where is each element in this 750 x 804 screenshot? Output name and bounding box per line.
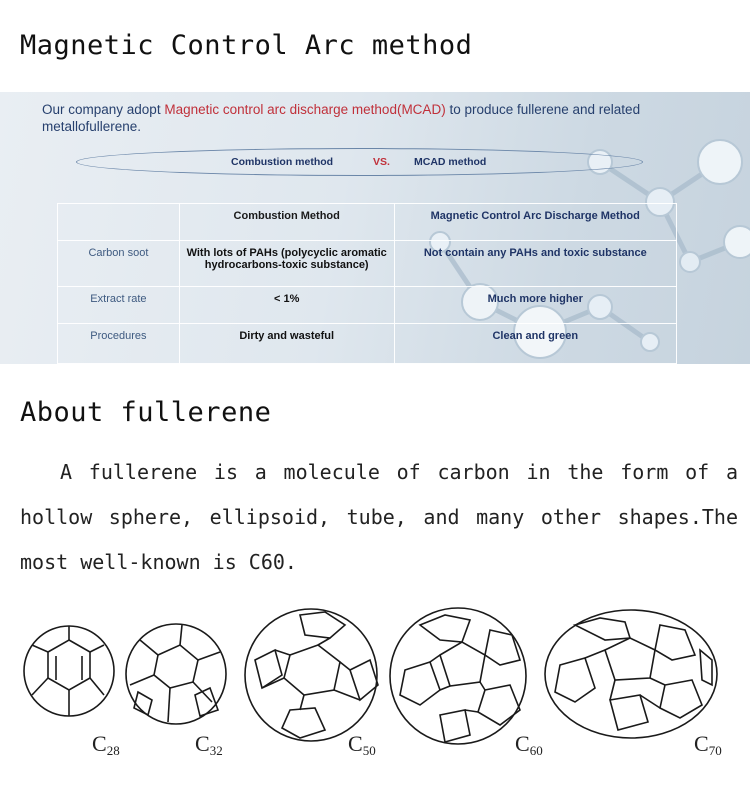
table-cell: Carbon soot — [58, 241, 180, 287]
table-cell: Extract rate — [58, 287, 180, 324]
c32-molecule-drawing — [126, 624, 226, 724]
oval-right-label: MCAD method — [414, 156, 487, 168]
oval-left-label: Combustion method — [231, 156, 334, 168]
table-row — [58, 324, 677, 364]
comparison-oval — [76, 148, 643, 176]
table-cell: With lots of PAHs (polycyclic aromatic hydrocarbons-toxic substance) — [179, 241, 394, 287]
table-cell: Not contain any PAHs and toxic substance — [394, 241, 676, 287]
c32-label: $C_{32}$ — [195, 731, 223, 758]
table-header-cell: Combustion Method — [179, 204, 394, 241]
mcad-banner — [0, 92, 750, 364]
section-title-fullerene: About fullerene — [20, 397, 272, 428]
c50-molecule-drawing — [245, 609, 378, 741]
table-cell: Much more higher — [394, 287, 676, 324]
c70-label: $C_{70}$ — [694, 731, 722, 758]
c70-molecule-drawing — [545, 610, 717, 738]
c60-molecule-drawing — [390, 608, 526, 744]
table-cell: < 1% — [179, 287, 394, 324]
table-row — [58, 287, 677, 324]
c50-label: $C_{50}$ — [348, 731, 376, 758]
table-header-row — [58, 204, 677, 241]
section-title-mcad: Magnetic Control Arc method — [20, 30, 473, 61]
oval-vs-label: VS. — [373, 156, 390, 168]
comparison-table — [57, 203, 677, 364]
fullerene-drawings — [0, 600, 750, 800]
c28-molecule-drawing — [24, 626, 114, 716]
mcad-highlight: Magnetic control arc discharge method(MCAD) — [164, 102, 446, 117]
table-row — [58, 241, 677, 287]
c60-label: $C_{60}$ — [515, 731, 543, 758]
fullerene-paragraph: A fullerene is a molecule of carbon in the form of a hollow sphere, ellipsoid, tube, and many other shapes.The most well-known is C60. — [20, 460, 738, 574]
table-header-cell: Magnetic Control Arc Discharge Method — [394, 204, 676, 241]
table-cell: Procedures — [58, 324, 180, 364]
c28-label: $C_{28}$ — [92, 731, 120, 758]
table-cell: Clean and green — [394, 324, 676, 364]
mcad-intro-text: Our company adopt Magnetic control arc discharge method(MCAD) to produce fullerene and related metallofullerene. — [42, 102, 641, 134]
table-header-cell — [58, 204, 180, 241]
table-cell: Dirty and wasteful — [179, 324, 394, 364]
fullerene-molecules-figure — [0, 600, 750, 800]
